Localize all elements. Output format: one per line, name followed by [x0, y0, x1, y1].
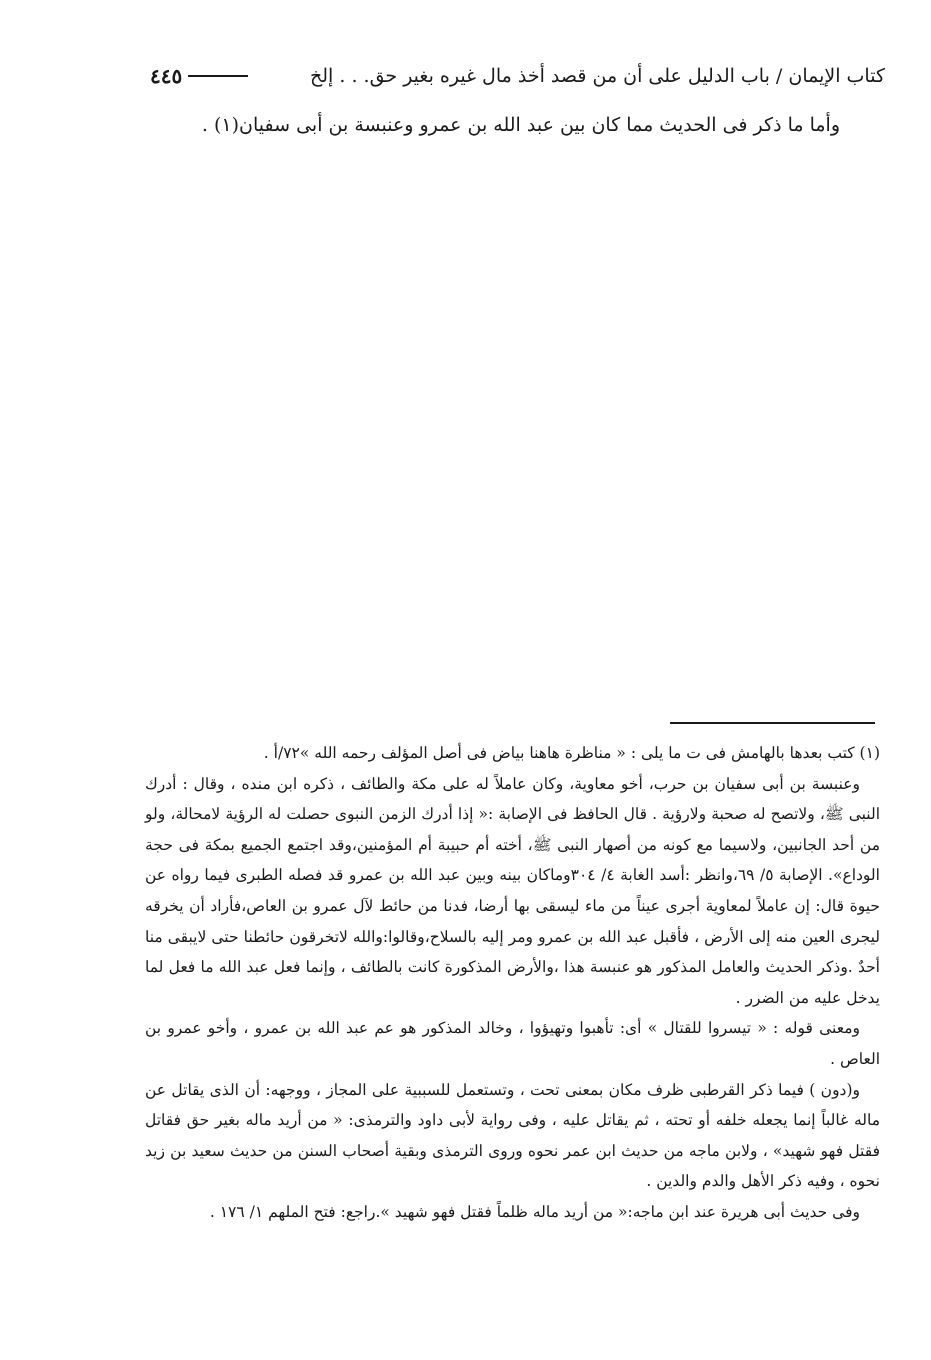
running-title: كتاب الإيمان / باب الدليل على أن من قصد أخذ مال غيره بغير حق. . . إلخ: [310, 65, 885, 87]
page-number: ٤٤٥: [150, 64, 183, 88]
main-text: وأما ما ذكر فى الحديث مما كان بين عبد الله بن عمرو وعنبسة بن أبى سفيان(١) .: [201, 114, 840, 136]
footnote-paragraph: ومعنى قوله : « تيسروا للقتال » أى: تأهبوا وتهيؤوا ، وخالد المذكور هو عم عبد الله بن عمرو ، وأخو عمرو بن العاص .: [145, 1019, 880, 1068]
footnote-paragraph: و(دون ) فيما ذكر القرطبى ظرف مكان بمعنى تحت ، وتستعمل للسببية على المجاز ، ووجهه: أن الذى يقاتل عن ماله غالباً إنما يجعله خلفه أو تحته ، ثم يقاتل عليه ، وفى رواية لأبى داود والترمذى: « من أريد ماله بغير حق فقاتل فقتل فهو شهيد» ، ولابن ماجه من حديث ابن عمر نحوه وروى الترمذى وبقية أصحاب السنن من حديث سعيد بن زيد نحوه ، وفيه ذكر الأهل والدم والدين .: [145, 1080, 880, 1191]
footnote-separator: [670, 722, 875, 724]
footnote-paragraph: وفى حديث أبى هريرة عند ابن ماجه:« من أريد ماله ظلماً فقتل فهو شهيد ».راجع: فتح الملهم ١/ ١٧٦ .: [209, 1202, 860, 1221]
header-rule: [188, 75, 248, 77]
running-header: [150, 58, 885, 94]
page-number-group: [150, 64, 248, 88]
footnotes: [145, 738, 880, 1228]
footnote-paragraph: وعنبسة بن أبى سفيان بن حرب، أخو معاوية، وكان عاملاً له على مكة والطائف ، ذكره ابن منده ، وقال : أدرك النبى ﷺ، ولاتصح له صحبة ولارؤية . قال الحافظ فى الإصابة :« إذا أدرك الزمن النبوى حصلت له الرؤية لامحالة، ولو من أحد الجانبين، ولاسيما مع كونه من أصهار النبى ﷺ، أخته أم حبيبة أم المؤمنين،وقد اجتمع الجميع بمكة فى حجة الوداع». الإصابة ٥/ ٦٩،وانظر :أسد الغابة ٤/ ٣٠٤وماكان بينه وبين عبد الله بن عمرو قد فصله الطبرى فيما رواه عن حيوة قال: إن عاملاً لمعاوية أجرى عيناً من ماء ليسقى بها أرضا، فدنا من حائط لآل عمرو بن العاص،فأراد أن يخرقه ليجرى العين منه إلى الأرض ، فأقبل عبد الله بن عمرو ومر إليه بالسلاح،وقالوا:والله لاتخرقون حائطنا حتى لايبقى منا أحدٌ .وذكر الحديث والعامل المذكور هو عنبسة هذا ،والأرض المذكورة كانت بالطائف ، وإنما فعل عبد الله ما فعل لما يدخل عليه من الضرر .: [145, 774, 880, 1007]
footnote-1: (١) كتب بعدها بالهامش فى ت ما يلى : « مناظرة هاهنا بياض فى أصل المؤلف رحمه الله »٧٢/أ .: [263, 744, 880, 762]
